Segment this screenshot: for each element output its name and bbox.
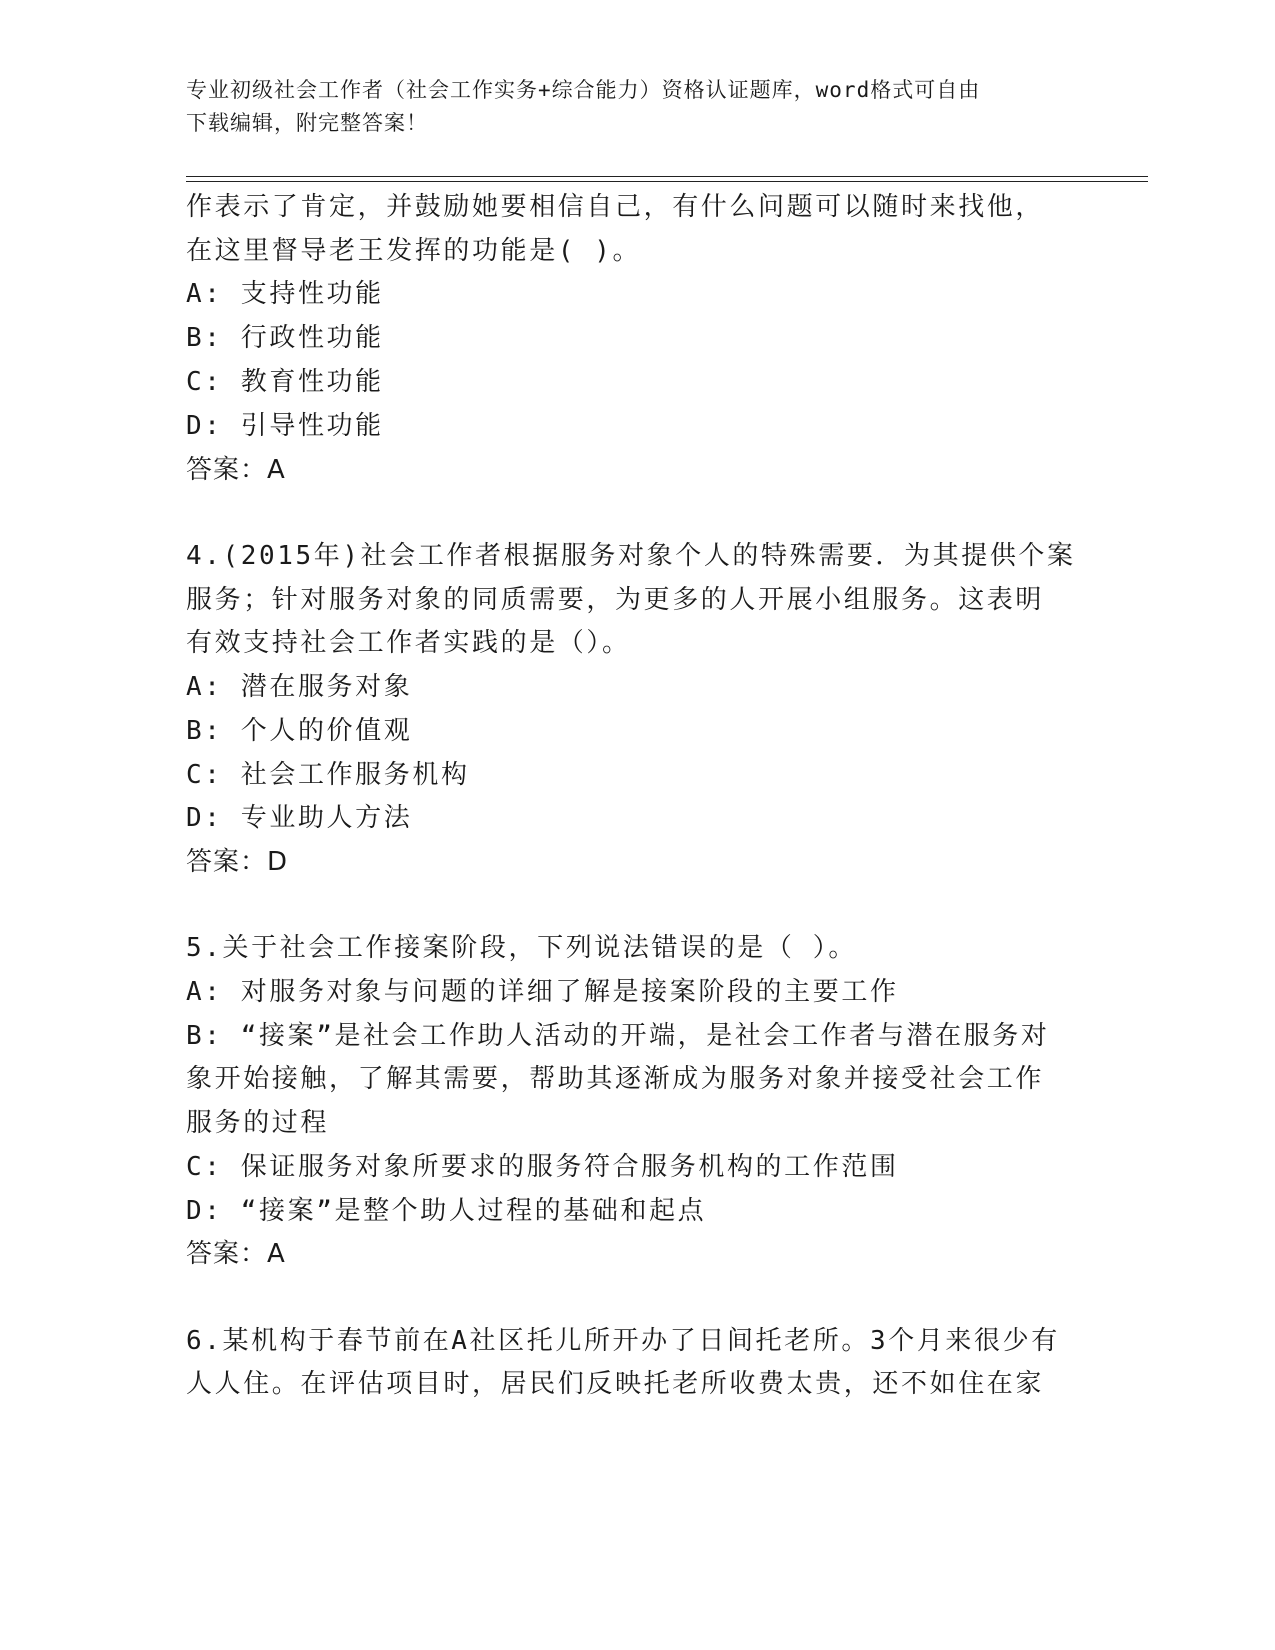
q4-stem-line: 4.(2015年)社会工作者根据服务对象个人的特殊需要．为其提供个案 xyxy=(186,541,1076,571)
document-header xyxy=(186,74,1086,140)
header-rule-top xyxy=(186,176,1148,177)
header-rule-bottom xyxy=(186,181,1148,182)
q4-stem-line: 有效支持社会工作者实践的是（）。 xyxy=(186,628,631,658)
q3-answer: 答案：A xyxy=(186,455,286,485)
q4-answer: 答案：D xyxy=(186,847,289,877)
q4-option-d: D: 专业助人方法 xyxy=(186,803,413,833)
q4-option-b: B: 个人的价值观 xyxy=(186,716,413,746)
q5-option-a: A: 对服务对象与问题的详细了解是接案阶段的主要工作 xyxy=(186,977,899,1007)
q5-option-c: C: 保证服务对象所要求的服务符合服务机构的工作范围 xyxy=(186,1152,899,1182)
q5-option-b-line: 服务的过程 xyxy=(186,1108,330,1138)
q3-option-d: D: 引导性功能 xyxy=(186,411,384,441)
header-line-1: 专业初级社会工作者（社会工作实务+综合能力）资格认证题库，word格式可自由 xyxy=(186,78,981,102)
q6-stem-line: 6.某机构于春节前在A社区托儿所开办了日间托老所。3个月来很少有 xyxy=(186,1326,1060,1356)
q4-option-a: A: 潜在服务对象 xyxy=(186,672,413,702)
q6-stem-line: 人人住。在评估项目时，居民们反映托老所收费太贵，还不如住在家 xyxy=(186,1369,1045,1399)
q3-option-c: C: 教育性功能 xyxy=(186,367,384,397)
q4-stem-line: 服务；针对服务对象的同质需要，为更多的人开展小组服务。这表明 xyxy=(186,585,1045,615)
q5-option-b-line: 象开始接触，了解其需要，帮助其逐渐成为服务对象并接受社会工作 xyxy=(186,1064,1045,1094)
q3-option-a: A: 支持性功能 xyxy=(186,279,384,309)
q5-option-d: D: “接案”是整个助人过程的基础和起点 xyxy=(186,1196,707,1226)
q4-option-c: C: 社会工作服务机构 xyxy=(186,760,470,790)
q3-option-b: B: 行政性功能 xyxy=(186,323,384,353)
q3-stem-line: 作表示了肯定，并鼓励她要相信自己，有什么问题可以随时来找他， xyxy=(186,192,1045,222)
q5-option-b-line: B: “接案”是社会工作助人活动的开端，是社会工作者与潜在服务对 xyxy=(186,1021,1050,1051)
header-line-2: 下载编辑，附完整答案！ xyxy=(186,111,428,135)
q5-answer: 答案：A xyxy=(186,1239,286,1269)
q3-stem-line: 在这里督导老王发挥的功能是( )。 xyxy=(186,236,642,266)
q5-stem-line: 5.关于社会工作接案阶段，下列说法错误的是（ ）。 xyxy=(186,933,857,963)
